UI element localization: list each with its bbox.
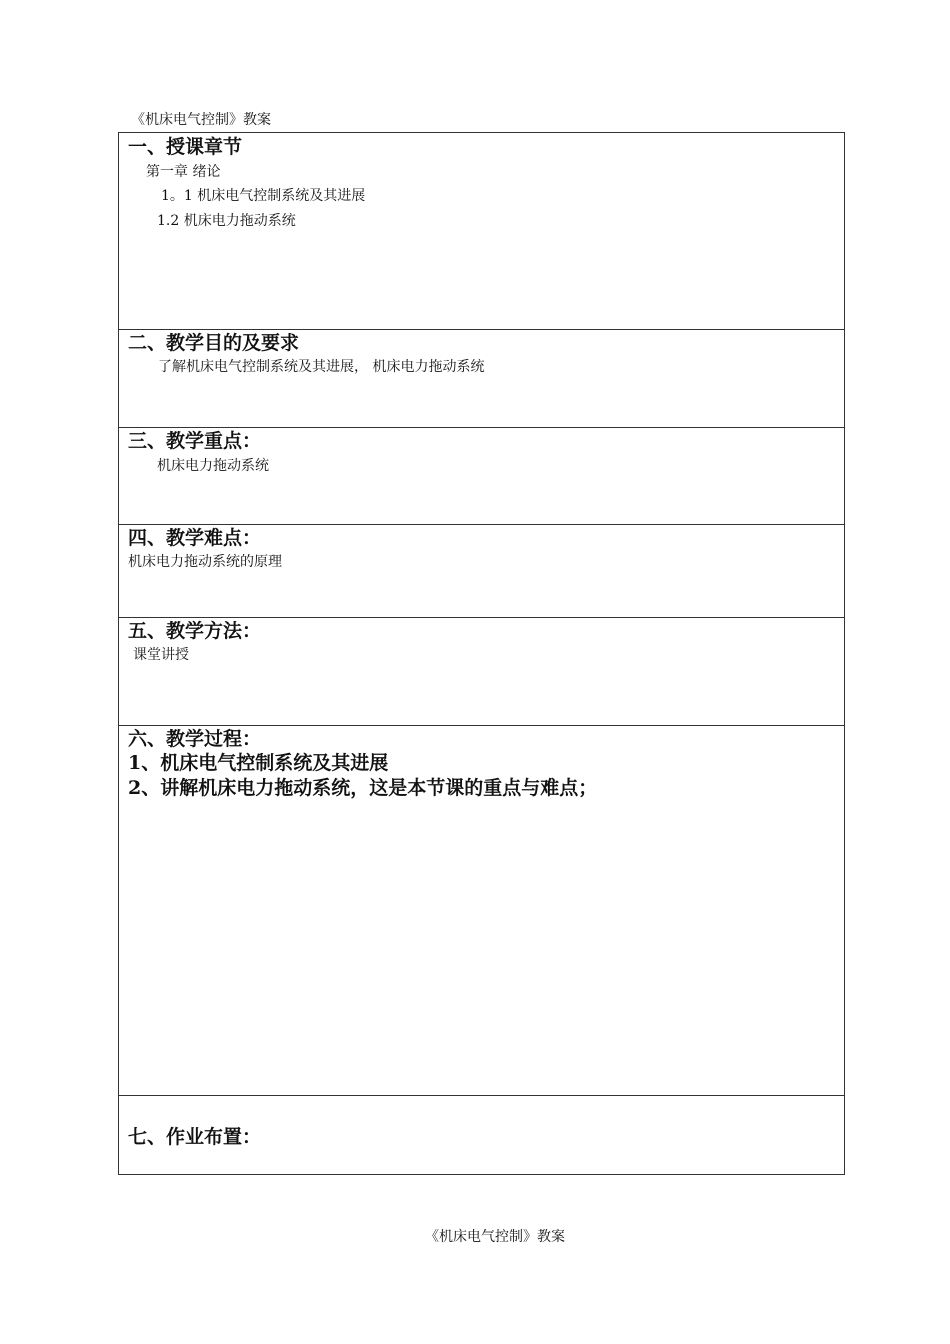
section-heading: 三、教学重点： xyxy=(128,430,262,452)
section-chapter xyxy=(119,133,844,329)
section-objectives xyxy=(119,329,844,427)
section-heading: 五、教学方法： xyxy=(128,620,262,642)
section-text: 了解机床电气控制系统及其进展， 机床电力拖动系统 xyxy=(158,359,485,375)
section-heading: 七、作业布置： xyxy=(128,1126,262,1148)
section-key-points xyxy=(119,427,844,524)
section-process xyxy=(119,725,844,1095)
process-step: 2、讲解机床电力拖动系统，这是本节课的重点与难点； xyxy=(128,777,598,799)
section-heading: 一、授课章节 xyxy=(128,136,243,158)
section-homework xyxy=(119,1095,844,1174)
section-text: 课堂讲授 xyxy=(133,647,189,663)
section-heading: 四、教学难点： xyxy=(128,527,262,549)
section-heading: 二、教学目的及要求 xyxy=(128,332,300,354)
process-step: 1、机床电气控制系统及其进展 xyxy=(128,752,389,774)
chapter-item: 1.2 机床电力拖动系统 xyxy=(157,213,296,229)
chapter-title: 第一章 绪论 xyxy=(146,164,221,180)
section-difficulties xyxy=(119,524,844,617)
chapter-item: 1。1 机床电气控制系统及其进展 xyxy=(161,188,366,204)
section-text: 机床电力拖动系统的原理 xyxy=(128,554,282,570)
lesson-plan-table xyxy=(118,132,845,1175)
section-text: 机床电力拖动系统 xyxy=(157,458,269,474)
page-footer: 《机床电气控制》教案 xyxy=(425,1229,565,1245)
page-header: 《机床电气控制》教案 xyxy=(131,112,271,128)
section-heading: 六、教学过程： xyxy=(128,728,262,750)
section-methods xyxy=(119,617,844,725)
